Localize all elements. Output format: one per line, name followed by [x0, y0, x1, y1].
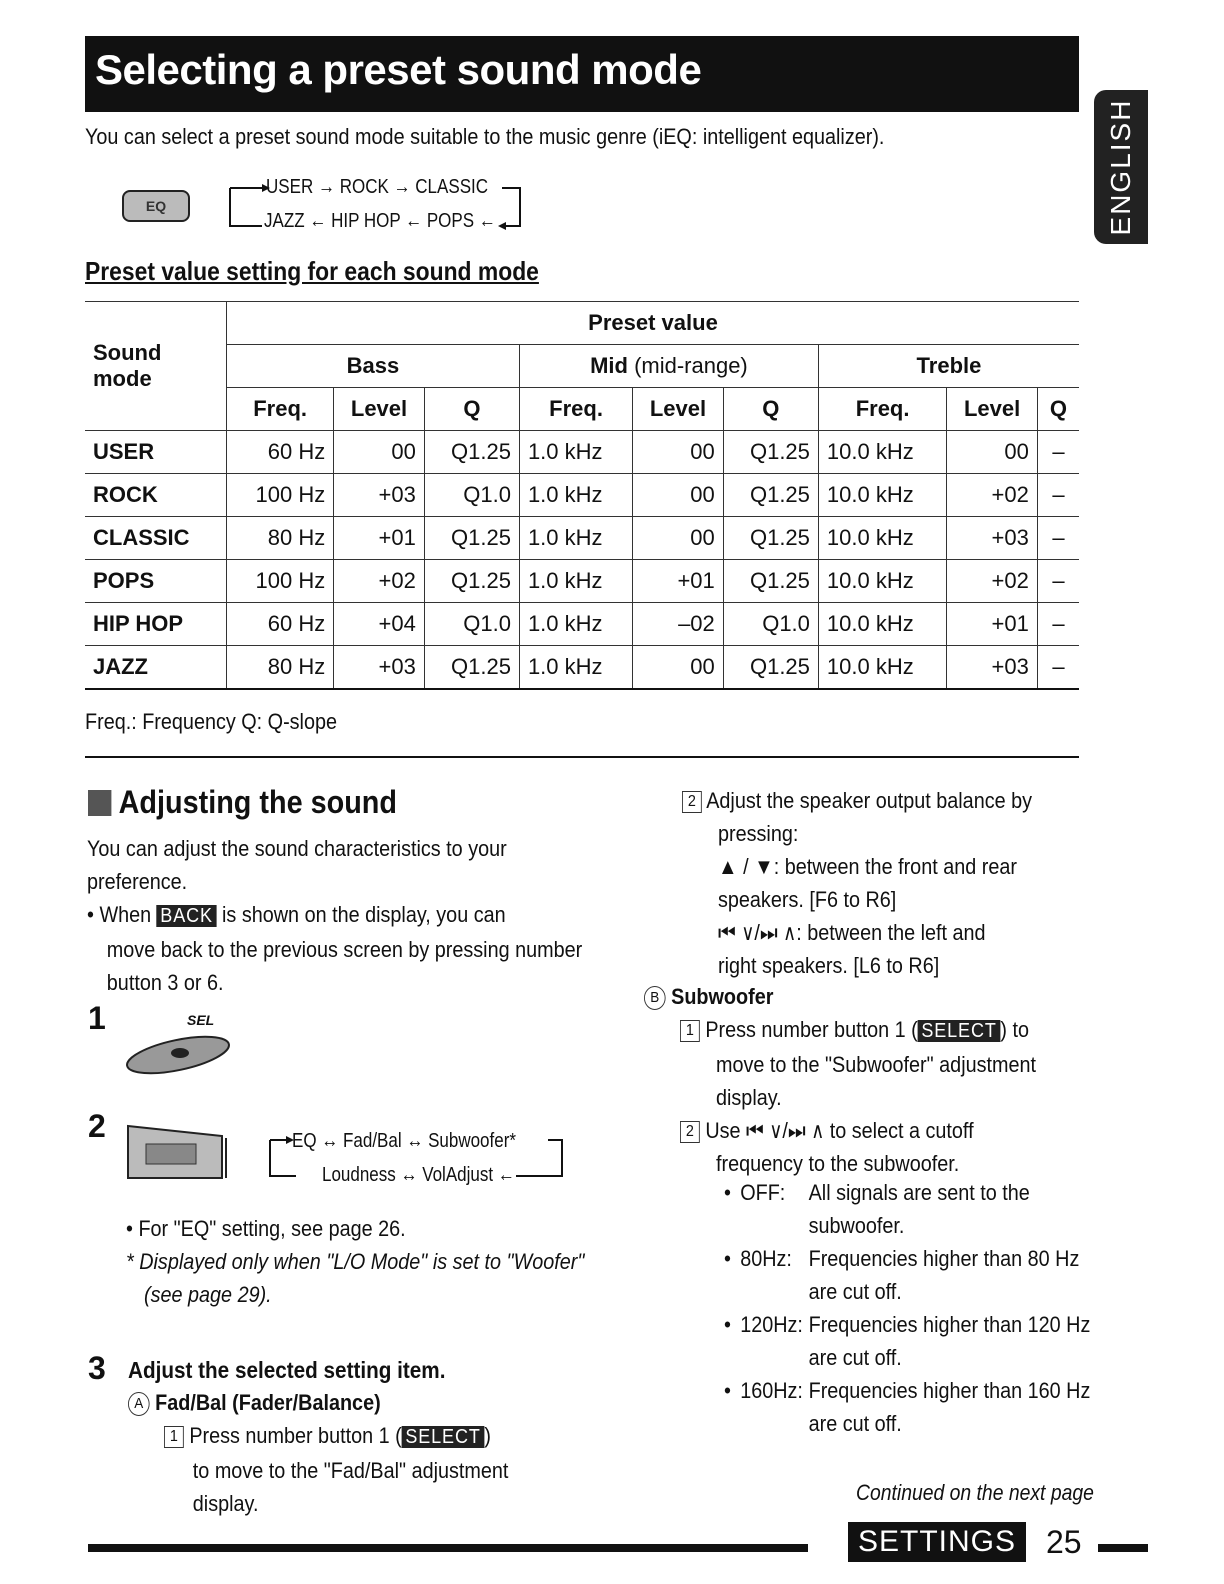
cell-mode: HIP HOP — [85, 603, 227, 646]
language-tab — [1094, 90, 1148, 244]
mode-hiphop: HIP HOP — [331, 210, 401, 232]
col-freq: Freq. — [818, 388, 946, 431]
select-badge: SELECT — [402, 1426, 485, 1448]
cell-mode: POPS — [85, 560, 227, 603]
cell-treble-freq: 10.0 kHz — [818, 431, 946, 474]
cell-bass-q: Q1.25 — [424, 431, 519, 474]
cell-mid-q: Q1.25 — [723, 474, 818, 517]
cell-bass-freq: 60 Hz — [227, 431, 334, 474]
cell-mid-freq: 1.0 kHz — [519, 431, 632, 474]
mode-jazz: JAZZ — [264, 210, 305, 232]
cell-bass-level: +02 — [334, 560, 425, 603]
cell-treble-q: – — [1037, 646, 1079, 690]
cell-treble-q: – — [1037, 517, 1079, 560]
mode-rock: ROCK — [339, 176, 389, 198]
col-freq: Freq. — [519, 388, 632, 431]
a-marker: A — [128, 1392, 150, 1416]
eq-button-icon: EQ — [122, 190, 190, 222]
page-title: Selecting a preset sound mode — [95, 46, 702, 93]
cell-mode: CLASSIC — [85, 517, 227, 560]
col-preset-value: Preset value — [227, 302, 1080, 345]
col-level: Level — [947, 388, 1038, 431]
preset-heading: Preset value setting for each sound mode — [85, 256, 539, 286]
cell-mid-level: 00 — [633, 646, 724, 690]
list-item: • 120Hz: Frequencies higher than 120 Hz are cut off. — [724, 1312, 1091, 1370]
col-level: Level — [633, 388, 724, 431]
page-number: 25 — [1046, 1524, 1082, 1560]
cell-treble-level: +02 — [947, 560, 1038, 603]
cell-mode: JAZZ — [85, 646, 227, 690]
cutoff-list — [724, 1176, 1090, 1440]
cell-treble-q: – — [1037, 431, 1079, 474]
cell-bass-freq: 80 Hz — [227, 646, 334, 690]
cell-bass-q: Q1.0 — [424, 474, 519, 517]
cell-mid-level: 00 — [633, 517, 724, 560]
list-item: • OFF: All signals are sent to the subwoofer. — [724, 1180, 1030, 1238]
list-item: • 160Hz: Frequencies higher than 160 Hz are cut off. — [724, 1378, 1091, 1436]
select-badge: SELECT — [918, 1020, 1001, 1042]
footer-section: SETTINGS — [848, 1522, 1026, 1562]
menu-cycle-bottom: Loudness ↔ VolAdjust ← — [322, 1164, 515, 1186]
menu-cycle-top: EQ ↔ Fad/Bal ↔ Subwoofer* — [292, 1130, 516, 1152]
table-row — [85, 603, 1079, 646]
table-row — [85, 646, 1079, 690]
intro-text: You can select a preset sound mode suitable to the music genre (iEQ: intelligent equalizer). — [85, 124, 885, 149]
back-badge: BACK — [157, 905, 217, 927]
continued-note: Continued on the next page — [856, 1480, 1094, 1505]
footer-rule — [88, 1544, 808, 1552]
cell-mode: USER — [85, 431, 227, 474]
cell-mid-freq: 1.0 kHz — [519, 517, 632, 560]
cell-mid-q: Q1.0 — [723, 603, 818, 646]
section-square-icon — [88, 790, 111, 816]
cell-mode: ROCK — [85, 474, 227, 517]
col-q: Q — [424, 388, 519, 431]
table-legend: Freq.: Frequency Q: Q-slope — [85, 709, 337, 734]
cell-mid-q: Q1.25 — [723, 517, 818, 560]
cell-treble-level: +03 — [947, 517, 1038, 560]
step-3-number: 3 — [88, 1350, 106, 1386]
step-2-notes: • For "EQ" setting, see page 26. * Displayed only when "L/O Mode" is set to "Woofer" (see page 29). — [126, 1216, 585, 1307]
page-title-bar — [85, 36, 1079, 112]
table-row — [85, 474, 1079, 517]
section-divider — [85, 756, 1079, 758]
cell-mid-freq: 1.0 kHz — [519, 560, 632, 603]
cell-mid-level: 00 — [633, 474, 724, 517]
step-2-number: 2 — [88, 1108, 106, 1144]
col-q: Q — [723, 388, 818, 431]
table-subheader-row — [85, 388, 1079, 431]
preset-table — [85, 301, 1079, 690]
cell-treble-level: +02 — [947, 474, 1038, 517]
mode-user: USER — [266, 176, 314, 198]
cell-mid-q: Q1.25 — [723, 646, 818, 690]
menu-voladjust: VolAdjust — [422, 1164, 494, 1186]
cell-treble-level: +03 — [947, 646, 1038, 690]
sel-label: SEL — [187, 1012, 215, 1028]
table-header-row — [85, 302, 1079, 345]
list-item: • 80Hz: Frequencies higher than 80 Hz are cut off. — [724, 1246, 1080, 1304]
menu-button-icon — [126, 1124, 234, 1182]
sel-knob-icon — [122, 1034, 234, 1076]
b-marker: B — [644, 986, 666, 1010]
col-sound-mode: Sound mode — [85, 302, 227, 431]
cell-bass-freq: 100 Hz — [227, 560, 334, 603]
cell-mid-level: –02 — [633, 603, 724, 646]
cell-mid-level: 00 — [633, 431, 724, 474]
table-row — [85, 431, 1079, 474]
cell-treble-level: 00 — [947, 431, 1038, 474]
cell-treble-q: – — [1037, 474, 1079, 517]
cell-treble-level: +01 — [947, 603, 1038, 646]
cell-mid-freq: 1.0 kHz — [519, 603, 632, 646]
col-treble: Treble — [818, 345, 1079, 388]
col-mid: Mid (mid-range) — [519, 345, 818, 388]
cell-bass-q: Q1.0 — [424, 603, 519, 646]
cell-mid-q: Q1.25 — [723, 431, 818, 474]
cell-bass-q: Q1.25 — [424, 646, 519, 690]
cell-mid-freq: 1.0 kHz — [519, 646, 632, 690]
cell-bass-freq: 100 Hz — [227, 474, 334, 517]
mode-classic: CLASSIC — [415, 176, 489, 198]
menu-loudness: Loudness — [322, 1164, 396, 1186]
cell-bass-freq: 80 Hz — [227, 517, 334, 560]
cell-bass-q: Q1.25 — [424, 560, 519, 603]
cell-bass-level: +03 — [334, 474, 425, 517]
cell-bass-freq: 60 Hz — [227, 603, 334, 646]
fadbal-block: A Fad/Bal (Fader/Balance) 1 Press number button 1 ( SELECT ) to move to the "Fad/Bal" adjustment display. — [128, 1386, 508, 1520]
table-row — [85, 560, 1079, 603]
menu-fadbal: Fad/Bal — [343, 1130, 402, 1152]
table-group-row — [85, 345, 1079, 388]
step-1-number: 1 — [88, 1000, 106, 1036]
col-q: Q — [1037, 388, 1079, 431]
subwoofer-block: B Subwoofer 1 Press number button 1 ( SELECT ) to move to the "Subwoofer" adjustment display. 2 Use ⏮ ∨/⏭ ∧ to select a cutoff frequency to the subwoofer. — [644, 980, 1036, 1180]
cell-bass-level: +04 — [334, 603, 425, 646]
col-bass: Bass — [227, 345, 520, 388]
col-freq: Freq. — [227, 388, 334, 431]
mode-pops: POPS — [426, 210, 475, 232]
cell-treble-q: – — [1037, 560, 1079, 603]
menu-subwoofer: Subwoofer* — [428, 1130, 516, 1152]
cell-treble-freq: 10.0 kHz — [818, 560, 946, 603]
col-level: Level — [334, 388, 425, 431]
cell-treble-freq: 10.0 kHz — [818, 474, 946, 517]
cell-bass-level: 00 — [334, 431, 425, 474]
cell-mid-level: +01 — [633, 560, 724, 603]
menu-eq: EQ — [292, 1130, 317, 1152]
footer-rule-tail — [1098, 1544, 1148, 1552]
step-3-title: Adjust the selected setting item. — [128, 1357, 446, 1383]
mode-cycle-bottom: JAZZ ← HIP HOP ← POPS ← — [264, 210, 496, 232]
cell-bass-level: +01 — [334, 517, 425, 560]
language-tab-label: ENGLISH — [1105, 98, 1136, 236]
cell-treble-freq: 10.0 kHz — [818, 603, 946, 646]
mode-cycle-top: USER → ROCK → CLASSIC — [266, 176, 489, 198]
fadbal-step-2: 2 Adjust the speaker output balance by pressing: ▲ / ▼: between the front and rear speakers. [F6 to R6] ⏮ ∨/⏭ ∧: between the left and right speakers. [L6 to R6] — [682, 784, 1032, 982]
adjust-intro: You can adjust the sound characteristics to your preference. • When BACK is shown on the display, you can move back to the previous screen by pressing number button 3 or 6. — [87, 836, 583, 995]
table-row — [85, 517, 1079, 560]
cell-treble-freq: 10.0 kHz — [818, 517, 946, 560]
adjust-section-title: Adjusting the sound — [88, 784, 397, 821]
cell-mid-q: Q1.25 — [723, 560, 818, 603]
cell-bass-level: +03 — [334, 646, 425, 690]
cell-treble-freq: 10.0 kHz — [818, 646, 946, 690]
cell-mid-freq: 1.0 kHz — [519, 474, 632, 517]
cell-treble-q: – — [1037, 603, 1079, 646]
cell-bass-q: Q1.25 — [424, 517, 519, 560]
